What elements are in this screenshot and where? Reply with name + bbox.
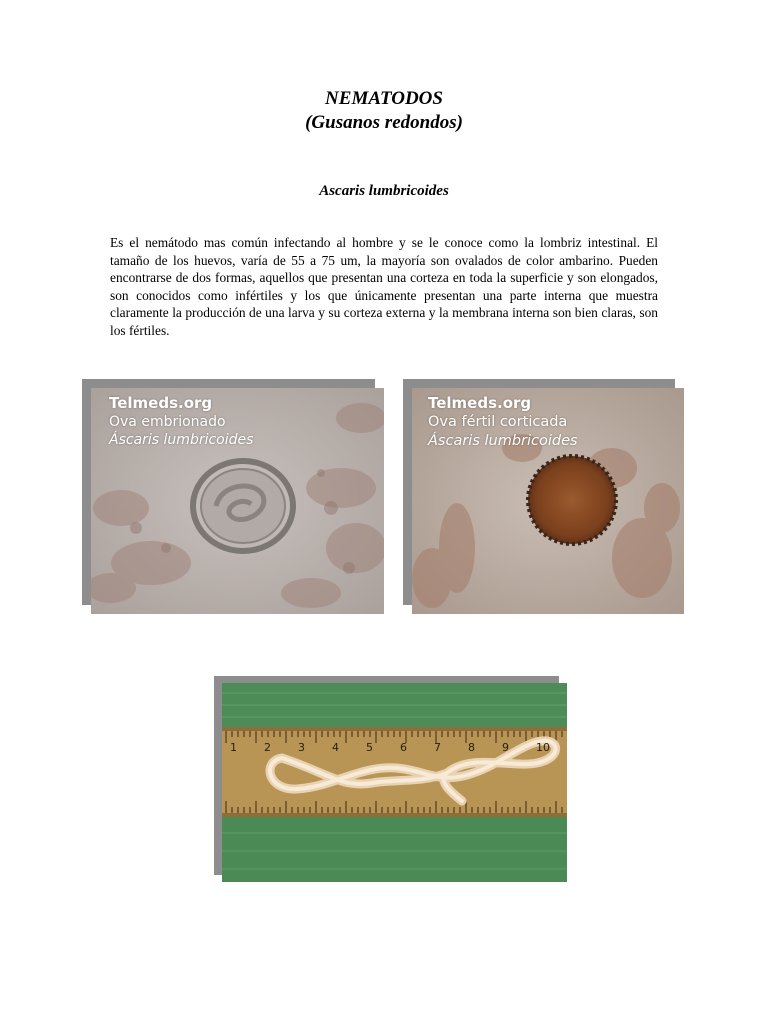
- adult-worm-figure: [214, 676, 567, 882]
- embryonated-egg-photo: [91, 388, 384, 614]
- title-line-2: (Gusanos redondos): [305, 112, 463, 133]
- ruler-number: 10: [536, 741, 550, 754]
- left-photo-caption: [109, 394, 253, 449]
- watermark-text: Telmeds.org: [428, 394, 532, 412]
- ruler-number: 6: [400, 741, 407, 754]
- caption-line-3: Áscaris lumbricoides: [109, 432, 254, 448]
- ruler-number: 3: [298, 741, 305, 754]
- fertile-corticated-egg-photo: [412, 388, 684, 614]
- caption-line-2: Ova fértil corticada: [428, 414, 568, 430]
- ruler-number: 8: [468, 741, 475, 754]
- ruler-number: 1: [230, 741, 237, 754]
- watermark-text: Telmeds.org: [109, 394, 213, 412]
- worm-ruler-art: [222, 683, 567, 882]
- intro-paragraph: Es el nemátodo mas común infectando al hombre y se le conoce como la lombriz intestinal. El tamaño de los huevos, varía de 55 a 75 um, la mayoría son ovalados de color ambarino. Pueden encontrarse de dos formas, aquellos que presentan una corteza en toda la superficie y son elongados, son conocidos como infértiles y los que únicamente presentan una parte interna que muestra claramente la producción de una larva y su corteza externa y la membrana interna son bien claras, son los fértiles.: [110, 235, 658, 338]
- right-photo-caption: [428, 393, 578, 451]
- ruler-number: 5: [366, 741, 373, 754]
- species-heading: Ascaris lumbricoides: [319, 183, 449, 199]
- adult-worm-photo: [222, 683, 567, 882]
- left-micrograph-figure: [82, 379, 384, 614]
- ruler-number: 4: [332, 741, 339, 754]
- caption-line-2: Ova embrionado: [109, 414, 226, 430]
- caption-line-3: Áscaris lumbricoides: [428, 433, 578, 449]
- ruler-number: 2: [264, 741, 271, 754]
- right-micrograph-figure: [403, 379, 684, 614]
- title-line-1: NEMATODOS: [325, 88, 443, 109]
- ruler-number: 9: [502, 741, 509, 754]
- ruler-number: 7: [434, 741, 441, 754]
